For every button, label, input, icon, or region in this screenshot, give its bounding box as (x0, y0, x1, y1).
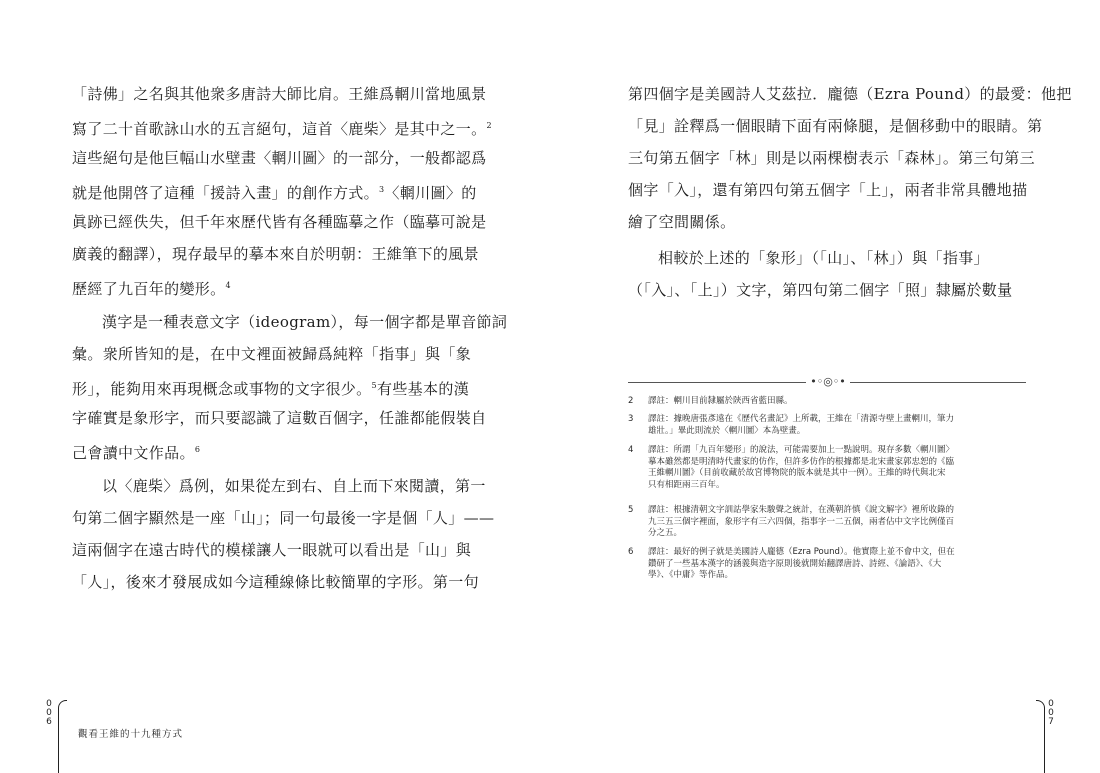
line-text: 相較於上述的「象形」（「山」、「林」）與「指事」 (658, 249, 989, 267)
footnote-text-line: 鑽研了一些基本漢字的涵義與造字原則後就開始翻譯唐詩、詩經、《論語》、《大 (648, 558, 942, 569)
body-text-line (72, 244, 479, 264)
footnote-text-line: 譯註：根據清朝文字訓詁學家朱駿聲之統計，在漢朝許慎《說文解字》裡所收錄的 (648, 505, 955, 515)
body-text-line (72, 180, 477, 203)
line-text: 彙。衆所皆知的是，在中文裡面被歸爲純粹「指事」與「象 (72, 345, 472, 363)
body-text-line (72, 508, 494, 528)
line-text: 漢字是一種表意文字（ideogram），每一個字都是單音節詞 (102, 313, 508, 331)
body-text-line (72, 116, 492, 139)
footnote-text-line: 只有相距兩三百年。 (648, 479, 725, 490)
footnote-text-line: 王維輞川圖》（目前收藏於故宮博物院的版本就是其中一例）。王維的時代與北宋 (648, 468, 946, 478)
footnote-text (648, 505, 1026, 540)
footnote-reference[interactable]: 6 (194, 445, 201, 454)
line-text: 以〈鹿柴〉爲例，如果從左到右、自上而下來閱讀，第一 (102, 477, 486, 495)
body-text-line (72, 84, 486, 104)
footnote-text-line: 譯註：所謂「九百年變形」的說法，可能需要加上一點說明。現存多數〈輞川圖〉 (648, 445, 955, 455)
running-head-book-title: 觀看王維的十九種方式 (78, 729, 184, 740)
line-text-continued: 有些基本的漢 (376, 380, 470, 398)
line-text: （「入」、「上」）文字，第四句第二個字「照」隸屬於數量 (628, 281, 1013, 299)
body-text-line (72, 148, 486, 168)
body-text-line (72, 540, 471, 560)
footnote-number: 5 (628, 505, 634, 515)
line-text: 三句第五個字「林」則是以兩棵樹表示「森林」。第三句第三 (628, 149, 1035, 167)
footnote-text (648, 547, 1026, 582)
footnote-reference[interactable]: 3 (379, 185, 385, 194)
line-text: 這些絕句是他巨幅山水壁畫〈輞川圖〉的一部分，一般都認爲 (72, 149, 487, 167)
footnote-number: 2 (628, 396, 634, 406)
body-text-line (72, 408, 486, 428)
line-text: 「見」詮釋爲一個眼睛下面有兩條腿，是個移動中的眼睛。第 (628, 117, 1043, 135)
body-text-line (72, 440, 200, 463)
body-text-line (72, 344, 471, 364)
line-text: 句第二個字顯然是一座「山」；同一句最後一字是個「人」—— (72, 509, 495, 527)
body-text-line (72, 212, 486, 232)
line-text: 眞跡已經佚失，但千年來歷代皆有各種臨摹之作（臨摹可說是 (72, 213, 487, 231)
line-text: 形」，能夠用來再現概念或事物的文字很少。 (72, 380, 372, 398)
footnote-number: 3 (628, 414, 634, 424)
footnote-reference[interactable]: 5 (371, 381, 377, 390)
body-text-line (628, 180, 1027, 200)
body-text-line (658, 248, 989, 268)
footnote-divider-ornament: •◦◎◦• (806, 374, 850, 390)
line-text-continued: 〈輞川圖〉的 (384, 184, 477, 202)
line-text: 「人」，後來才發展成如今這種線條比較簡單的字形。第一句 (72, 573, 479, 591)
footnote-reference[interactable]: 2 (486, 121, 492, 130)
footnote-text-line: 分之五。 (648, 528, 683, 538)
line-text: 個字「入」，還有第四句第五個字「上」，兩者非常具體地描 (628, 181, 1028, 199)
line-text: 繪了空間關係。 (628, 213, 736, 231)
right-page-number: 0 0 7 (1048, 699, 1054, 727)
line-text: 寫了二十首歌詠山水的五言絕句，這首〈鹿柴〉是其中之一。 (72, 120, 487, 138)
footnote-number: 4 (628, 445, 634, 455)
left-page-number: 0 0 6 (46, 699, 52, 727)
footnote-text-line: 九三五三個字裡面，象形字有三六四個，指事字一二五個，兩者佔中文字比例僅百 (648, 516, 955, 527)
body-text-line (72, 376, 469, 399)
line-text: 第四個字是美國詩人艾茲拉．龐德（Ezra Pound）的最愛：他把 (628, 85, 1072, 103)
footnote-text (648, 445, 1026, 491)
footnote-reference[interactable]: 4 (225, 281, 231, 290)
body-text-line (628, 148, 1035, 168)
body-text-line (72, 276, 231, 299)
body-text-line (628, 116, 1042, 136)
left-folio-bracket (58, 700, 67, 773)
line-text: 「詩佛」之名與其他衆多唐詩大師比肩。王維爲輞川當地風景 (72, 85, 487, 103)
body-text-line (628, 84, 1072, 104)
footnote-number: 6 (628, 547, 634, 557)
footnote-text-line: 譯註：最好的例子就是美國詩人龐德（Ezra Pound）。他實際上並不會中文，但在 (648, 547, 955, 557)
line-text: 歷經了九百年的變形。 (72, 280, 226, 298)
body-text-line (102, 312, 507, 332)
body-text-line (102, 476, 486, 496)
footnote-text-line: 雄壯。」畢此則流於〈輞川圖〉本為壁畫。 (648, 425, 806, 436)
body-text-line (628, 280, 1012, 300)
line-text: 就是他開啓了這種「援詩入畫」的創作方式。 (72, 184, 380, 202)
footnote-text-line: 譯註：輞川目前隸屬於陝西省藍田縣。 (648, 396, 793, 406)
body-text-line (628, 212, 735, 232)
footnote-text-line: 學》、《中庸》等作品。 (648, 570, 734, 580)
line-text: 字確實是象形字，而只要認識了這數百個字，任誰都能假裝自 (72, 409, 487, 427)
right-folio-bracket (1036, 700, 1045, 773)
line-text: 這兩個字在遠古時代的模樣讓人一眼就可以看出是「山」與 (72, 541, 472, 559)
footnote-text-line: 摹本雖然都是明清時代畫家的仿作，但許多仿作的根據都是北宋畫家郭忠恕的《臨 (648, 456, 955, 467)
line-text: 廣義的翻譯），現存最早的摹本來自於明朝：王維筆下的風景 (72, 245, 479, 263)
footnote-text (648, 396, 1026, 408)
footnote-text (648, 414, 1026, 437)
line-text: 己會讀中文作品。 (72, 444, 195, 462)
footnote-text-line: 譯註：據晚唐張彥遠在《歷代名畫記》上所載，王維在「清源寺壁上畫輞川，筆力 (648, 414, 955, 424)
body-text-line (72, 572, 479, 592)
